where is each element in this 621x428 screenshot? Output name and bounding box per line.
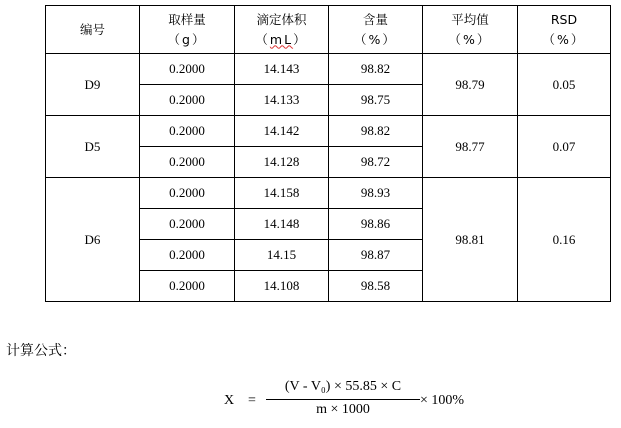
content-cell: 98.58	[329, 271, 423, 302]
content-cell: 98.82	[329, 54, 423, 85]
results-table	[45, 5, 611, 302]
fraction-bar	[266, 399, 420, 400]
rsd-cell: 0.05	[518, 54, 611, 116]
table-row	[46, 54, 611, 85]
formula-label: 计算公式：	[6, 343, 76, 359]
content-cell: 98.72	[329, 147, 423, 178]
header-titration-volume: 滴定体积 （mL）	[235, 6, 329, 54]
rsd-cell: 0.16	[518, 178, 611, 302]
volume-cell: 14.133	[235, 85, 329, 116]
volume-cell: 14.143	[235, 54, 329, 85]
formula-fraction	[266, 377, 420, 421]
sample-mass-cell: 0.2000	[140, 116, 235, 147]
group-id-cell: D9	[46, 54, 140, 116]
rsd-cell: 0.07	[518, 116, 611, 178]
volume-cell: 14.158	[235, 178, 329, 209]
group-id-cell: D5	[46, 116, 140, 178]
table-row	[46, 116, 611, 147]
content-cell: 98.93	[329, 178, 423, 209]
header-volume-unit: （mL）	[255, 31, 308, 47]
header-rsd: RSD （%）	[518, 6, 611, 54]
average-cell: 98.77	[423, 116, 518, 178]
volume-cell: 14.15	[235, 240, 329, 271]
header-id: 编号	[46, 6, 140, 54]
formula-numerator: (V - V₀) × 55.85 × C	[284, 379, 402, 394]
content-cell: 98.75	[329, 85, 423, 116]
header-row	[46, 6, 611, 54]
formula-lhs: X	[224, 393, 235, 408]
header-content: 含量 （%）	[329, 6, 423, 54]
content-cell: 98.87	[329, 240, 423, 271]
calculation-formula	[224, 377, 484, 427]
sample-mass-cell: 0.2000	[140, 240, 235, 271]
volume-cell: 14.108	[235, 271, 329, 302]
volume-cell: 14.142	[235, 116, 329, 147]
sample-mass-cell: 0.2000	[140, 178, 235, 209]
volume-cell: 14.148	[235, 209, 329, 240]
average-cell: 98.79	[423, 54, 518, 116]
content-cell: 98.82	[329, 116, 423, 147]
formula-multiplier: × 100%	[420, 393, 465, 408]
spellcheck-underlined-unit: mL	[269, 31, 294, 47]
table-row	[46, 178, 611, 209]
formula-equals: =	[248, 393, 256, 408]
sample-mass-cell: 0.2000	[140, 54, 235, 85]
volume-cell: 14.128	[235, 147, 329, 178]
sample-mass-cell: 0.2000	[140, 147, 235, 178]
formula-denominator: m × 1000	[316, 402, 370, 417]
sample-mass-cell: 0.2000	[140, 209, 235, 240]
sample-mass-cell: 0.2000	[140, 85, 235, 116]
header-average: 平均值 （%）	[423, 6, 518, 54]
average-cell: 98.81	[423, 178, 518, 302]
sample-mass-cell: 0.2000	[140, 271, 235, 302]
header-sample-mass: 取样量 （g）	[140, 6, 235, 54]
group-id-cell: D6	[46, 178, 140, 302]
content-cell: 98.86	[329, 209, 423, 240]
